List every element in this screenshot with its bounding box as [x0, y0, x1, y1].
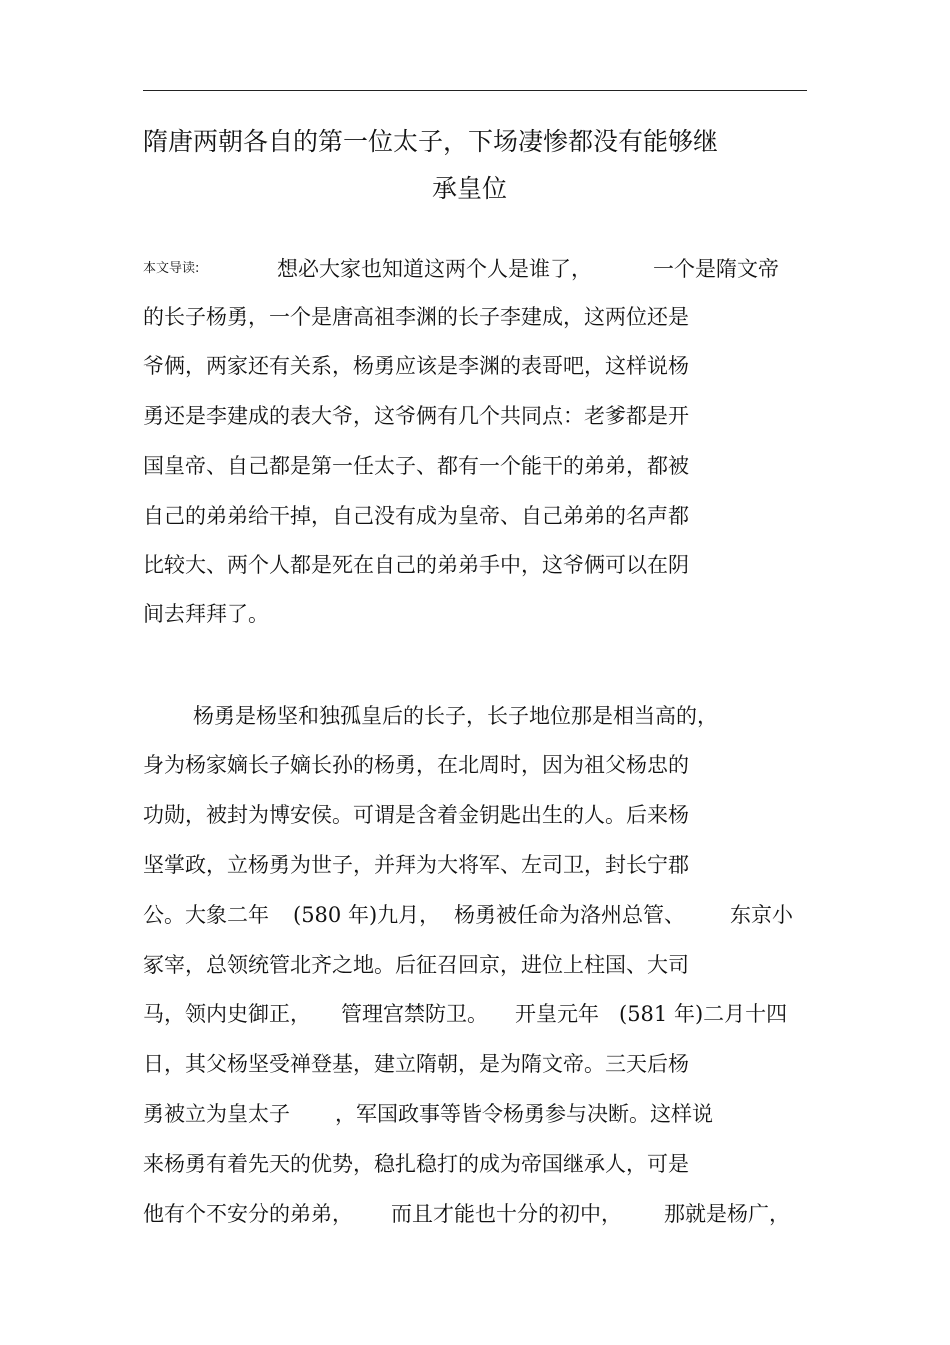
p1-line-1a: 想必大家也知道这两个人是谁了，	[277, 257, 592, 281]
p2-line-7a: 马，领内史御正，	[143, 1002, 311, 1026]
p2-line-9a: 勇被立为皇太子	[143, 1102, 290, 1126]
p2-line-7d: (581 年)二月十四	[619, 1002, 788, 1026]
p1-line-6: 自己的弟弟给干掉，自己没有成为皇帝、自己弟弟的名声都	[143, 504, 689, 528]
p2-line-8: 日，其父杨坚受禅登基，建立隋朝，是为隋文帝。三天后杨	[143, 1052, 689, 1076]
p2-line-1: 杨勇是杨坚和独孤皇后的长子，长子地位那是相当高的，	[193, 704, 718, 728]
p1-line-3: 爷俩，两家还有关系，杨勇应该是李渊的表哥吧，这样说杨	[143, 354, 689, 378]
p2-line-9b: ，军国政事等皆令杨勇参与决断。这样说	[335, 1102, 713, 1126]
p2-line-7b: 管理宫禁防卫。	[341, 1002, 488, 1026]
p2-line-2: 身为杨家嫡长子嫡长孙的杨勇，在北周时，因为祖父杨忠的	[143, 753, 689, 777]
p1-line-4: 勇还是李建成的表大爷，这爷俩有几个共同点：老爹都是开	[143, 404, 689, 428]
p2-line-11c: 那就是杨广，	[664, 1202, 790, 1226]
p2-line-11b: 而且才能也十分的初中，	[391, 1202, 622, 1226]
p2-line-6: 冢宰，总领统管北齐之地。后征召回京，进位上柱国、大司	[143, 953, 689, 977]
p1-line-1b: 一个是隋文帝	[653, 257, 779, 281]
title-line-1: 隋唐两朝各自的第一位太子，下场凄惨都没有能够继	[143, 127, 719, 156]
p2-line-11a: 他有个不安分的弟弟，	[143, 1202, 353, 1226]
p2-line-5a: 公。大象二年	[143, 903, 269, 927]
p2-line-10: 来杨勇有着先天的优势，稳扎稳打的成为帝国继承人，可是	[143, 1152, 689, 1176]
p1-line-8: 间去拜拜了。	[143, 602, 269, 626]
p2-line-5d: 东京小	[730, 903, 793, 927]
p2-line-3: 功勋，被封为博安侯。可谓是含着金钥匙出生的人。后来杨	[143, 803, 689, 827]
top-rule	[143, 90, 807, 91]
title-line-2: 承皇位	[432, 174, 508, 203]
p2-line-5c: 杨勇被任命为洛州总管、	[454, 903, 685, 927]
p2-line-5b: (580 年)九月，	[293, 903, 441, 927]
p2-line-7c: 开皇元年	[515, 1002, 599, 1026]
lead-label: 本文导读:	[143, 261, 200, 276]
p2-line-4: 坚掌政，立杨勇为世子，并拜为大将军、左司卫，封长宁郡	[143, 853, 689, 877]
p1-line-7: 比较大、两个人都是死在自己的弟弟手中，这爷俩可以在阴	[143, 553, 689, 577]
p1-line-5: 国皇帝、自己都是第一任太子、都有一个能干的弟弟，都被	[143, 454, 689, 478]
p1-line-2: 的长子杨勇，一个是唐高祖李渊的长子李建成，这两位还是	[143, 305, 689, 329]
